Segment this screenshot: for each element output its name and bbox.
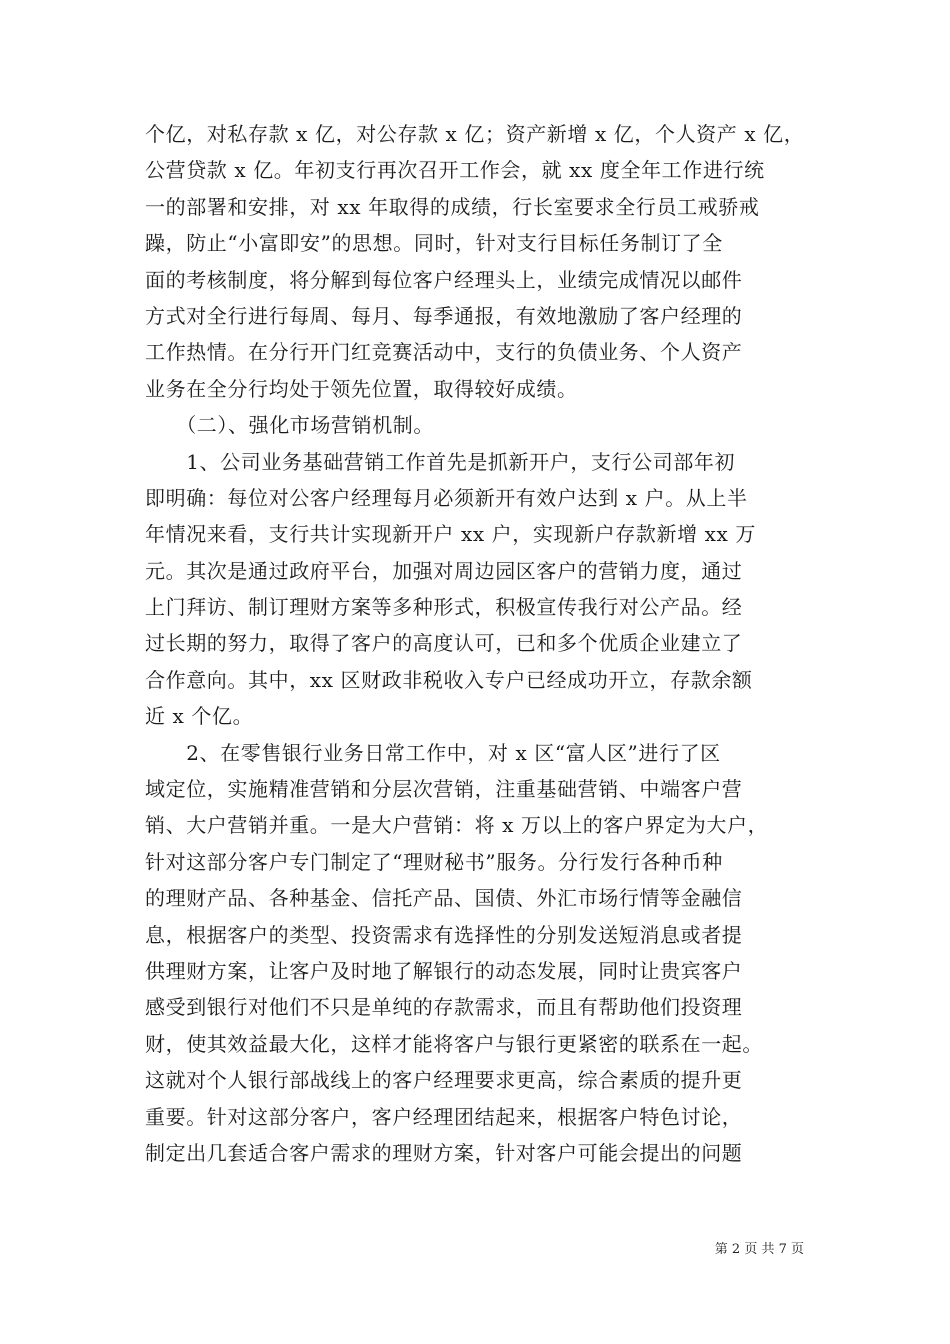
text-line: 近 x 个亿。: [145, 704, 254, 729]
text-line: 业务在全分行均处于领先位置，取得较好成绩。: [145, 376, 578, 401]
text-line: 元。其次是通过政府平台，加强对周边园区客户的营销力度，通过: [145, 558, 743, 583]
text-line: 财，使其效益最大化，这样才能将客户与银行更紧密的联系在一起。: [145, 1031, 763, 1056]
text-line: 工作热情。在分行开门红竞赛活动中，支行的负债业务、个人资产: [145, 340, 743, 365]
text-line: 销、大户营销并重。一是大户营销：将 x 万以上的客户界定为大户，: [145, 813, 769, 838]
text-line: 个亿，对私存款 x 亿，对公存款 x 亿；资产新增 x 亿，个人资产 x 亿，: [145, 122, 805, 146]
text-line: 合作意向。其中，xx 区财政非税收入专户已经成功开立，存款余额: [145, 667, 753, 692]
text-line: 针对这部分客户专门制定了“理财秘书”服务。分行发行各种币种: [145, 849, 723, 874]
section-heading: （二）、强化市场营销机制。: [145, 413, 434, 438]
text-line: 息，根据客户的类型、投资需求有选择性的分别发送短消息或者提: [145, 922, 743, 947]
text-line: 公营贷款 x 亿。年初支行再次召开工作会，就 xx 度全年工作进行统: [145, 158, 765, 183]
page-number: 第 2 页 共 7 页: [714, 1242, 804, 1257]
text-line: 躁，防止“小富即安”的思想。同时，针对支行目标任务制订了全: [145, 231, 723, 256]
text-line: 1、公司业务基础营销工作首先是抓新开户，支行公司部年初: [145, 449, 736, 474]
text-line: 感受到银行对他们不只是单纯的存款需求，而且有帮助他们投资理: [145, 995, 743, 1020]
text-line: 方式对全行进行每周、每月、每季通报，有效地激励了客户经理的: [145, 303, 743, 328]
text-line: 上门拜访、制订理财方案等多种形式，积极宣传我行对公产品。经: [145, 595, 743, 620]
text-line: 面的考核制度，将分解到每位客户经理头上，业绩完成情况以邮件: [145, 267, 743, 292]
text-line: 这就对个人银行部战线上的客户经理要求更高，综合素质的提升更: [145, 1068, 743, 1093]
text-line: 年情况来看，支行共计实现新开户 xx 户，实现新户存款新增 xx 万: [145, 522, 756, 547]
body-text: [145, 116, 817, 1171]
text-line: 过长期的努力，取得了客户的高度认可，已和多个优质企业建立了: [145, 631, 743, 656]
text-line: 重要。针对这部分客户，客户经理团结起来，根据客户特色讨论，: [145, 1104, 743, 1129]
text-line: 供理财方案，让客户及时地了解银行的动态发展，同时让贵宾客户: [145, 958, 743, 983]
text-line: 一的部署和安排，对 xx 年取得的成绩，行长室要求全行员工戒骄戒: [145, 194, 760, 219]
text-line: 即明确：每位对公客户经理每月必须新开有效户达到 x 户。从上半: [145, 485, 748, 510]
text-line: 2、在零售银行业务日常工作中，对 x 区“富人区”进行了区: [145, 740, 721, 765]
text-line: 的理财产品、各种基金、信托产品、国债、外汇市场行情等金融信: [145, 886, 743, 911]
text-line: 域定位，实施精准营销和分层次营销，注重基础营销、中端客户营: [145, 777, 743, 802]
text-line: 制定出几套适合客户需求的理财方案，针对客户可能会提出的问题: [145, 1140, 743, 1165]
